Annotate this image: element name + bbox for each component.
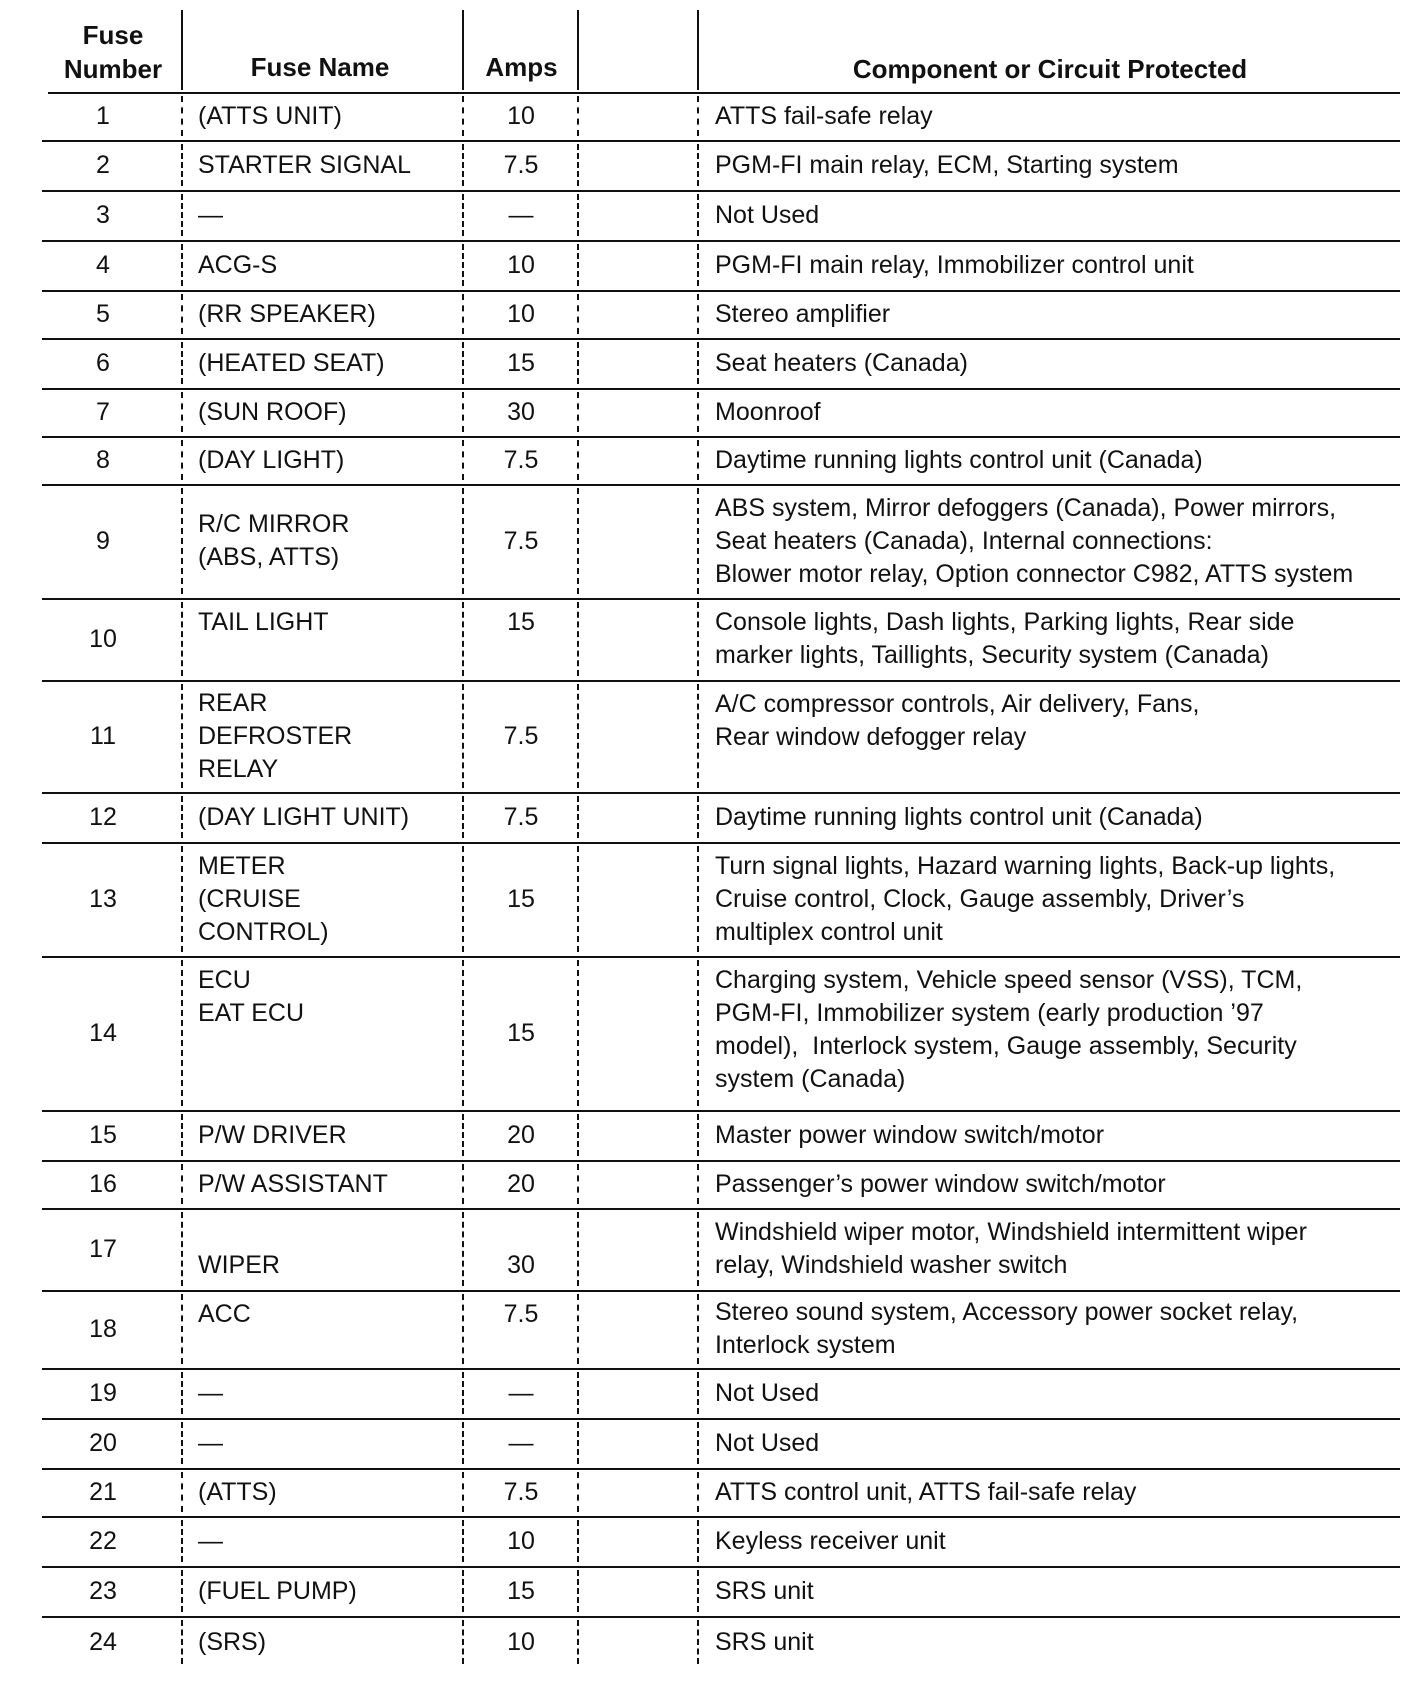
fuse-amps: 15 — [507, 884, 535, 913]
column-divider — [462, 846, 464, 952]
column-divider — [697, 1212, 699, 1286]
row-divider — [42, 1208, 1400, 1210]
row-divider — [42, 140, 1400, 142]
column-divider — [577, 1114, 579, 1156]
row-divider — [42, 1368, 1400, 1370]
column-divider — [577, 392, 579, 432]
column-divider — [697, 96, 699, 136]
component-protected: Not Used — [715, 1378, 820, 1407]
column-divider — [697, 244, 699, 286]
column-divider — [577, 488, 579, 594]
column-divider — [577, 144, 579, 186]
column-divider — [577, 194, 579, 236]
column-divider — [181, 846, 183, 952]
fuse-number: 6 — [96, 348, 110, 377]
column-divider — [577, 1212, 579, 1286]
column-divider — [697, 796, 699, 838]
header-fuse-name: Fuse Name — [250, 52, 390, 82]
component-protected: Seat heaters (Canada) — [715, 348, 968, 377]
column-divider — [697, 846, 699, 952]
column-divider — [462, 602, 464, 676]
fuse-amps: 10 — [507, 101, 535, 130]
column-divider — [697, 144, 699, 186]
fuse-amps: 30 — [507, 1251, 535, 1279]
component-protected: Passenger’s power window switch/motor — [715, 1169, 1166, 1198]
component-protected: Daytime running lights control unit (Canada) — [715, 445, 1203, 474]
fuse-name: (DAY LIGHT UNIT) — [198, 802, 410, 831]
column-divider — [462, 488, 464, 594]
column-divider — [181, 96, 183, 136]
row-divider — [42, 1566, 1400, 1568]
column-divider — [577, 244, 579, 286]
column-divider — [577, 294, 579, 334]
column-divider — [181, 244, 183, 286]
row-divider — [42, 484, 1400, 486]
fuse-number: 9 — [96, 526, 110, 555]
column-divider — [697, 1570, 699, 1612]
column-divider — [697, 602, 699, 676]
fuse-number: 1 — [96, 101, 110, 130]
column-divider — [462, 1372, 464, 1414]
fuse-amps: 7.5 — [503, 802, 539, 831]
column-divider — [462, 1114, 464, 1156]
column-divider — [181, 144, 183, 186]
column-divider — [181, 1422, 183, 1464]
component-protected: SRS unit — [715, 1627, 814, 1656]
fuse-amps: 7.5 — [503, 1477, 539, 1506]
component-protected: Turn signal lights, Hazard warning lights, Back-up lights, Cruise control, Clock, Gauge assembly, Driver’s multiplex control unit — [715, 852, 1336, 946]
fuse-name: (FUEL PUMP) — [198, 1576, 357, 1605]
column-divider — [181, 1212, 183, 1286]
fuse-number: 23 — [89, 1576, 117, 1605]
fuse-number: 19 — [89, 1378, 117, 1407]
fuse-name: — — [198, 1428, 223, 1457]
column-divider — [181, 796, 183, 838]
fuse-amps: 15 — [507, 1018, 535, 1047]
fuse-amps: 7.5 — [503, 445, 539, 474]
fuse-name: REAR DEFROSTER RELAY — [198, 688, 353, 783]
fuse-number: 2 — [96, 150, 110, 179]
fuse-number: 3 — [96, 200, 110, 229]
fuse-name: (ATTS) — [198, 1477, 277, 1506]
fuse-amps: 30 — [507, 397, 535, 426]
fuse-name: (RR SPEAKER) — [198, 299, 376, 328]
row-divider — [42, 338, 1400, 340]
column-divider — [181, 440, 183, 480]
row-divider — [42, 598, 1400, 600]
column-divider — [697, 342, 699, 384]
column-divider — [181, 392, 183, 432]
fuse-name: ECU EAT ECU — [198, 966, 305, 1027]
fuse-name: P/W DRIVER — [198, 1120, 347, 1149]
header-divider — [697, 10, 699, 90]
column-divider — [697, 960, 699, 1106]
component-protected: Stereo sound system, Accessory power socket relay, Interlock system — [715, 1298, 1299, 1359]
row-divider — [42, 1468, 1400, 1470]
column-divider — [462, 194, 464, 236]
component-protected: Not Used — [715, 200, 820, 229]
fuse-number: 15 — [89, 1120, 117, 1149]
header-divider — [577, 10, 579, 90]
column-divider — [462, 1422, 464, 1464]
fuse-amps: 15 — [507, 348, 535, 377]
fuse-number: 8 — [96, 445, 110, 474]
column-divider — [462, 1294, 464, 1364]
component-protected: Not Used — [715, 1428, 820, 1457]
column-divider — [697, 392, 699, 432]
column-divider — [462, 392, 464, 432]
column-divider — [577, 1620, 579, 1664]
row-divider — [42, 1110, 1400, 1112]
column-divider — [577, 1520, 579, 1562]
row-divider — [42, 1616, 1400, 1618]
fuse-number: 14 — [89, 1018, 117, 1047]
column-divider — [462, 144, 464, 186]
fuse-number: 4 — [96, 250, 110, 279]
column-divider — [697, 294, 699, 334]
fuse-amps: — — [508, 1428, 534, 1457]
column-divider — [577, 684, 579, 788]
column-divider — [577, 1472, 579, 1512]
fuse-number: 16 — [89, 1169, 117, 1198]
component-protected: Keyless receiver unit — [715, 1526, 946, 1555]
fuse-amps: 7.5 — [503, 150, 539, 179]
column-divider — [697, 1620, 699, 1664]
fuse-amps: 7.5 — [503, 721, 539, 750]
component-protected: ABS system, Mirror defoggers (Canada), Power mirrors, Seat heaters (Canada), Internal connections: Blower motor relay, Option connector C982, ATTS system — [715, 493, 1354, 588]
header-divider — [462, 10, 464, 90]
fuse-number: 5 — [96, 299, 110, 328]
component-protected: PGM-FI main relay, ECM, Starting system — [715, 150, 1179, 179]
fuse-amps: 15 — [507, 1576, 535, 1605]
column-divider — [462, 1212, 464, 1286]
column-divider — [462, 440, 464, 480]
column-divider — [462, 342, 464, 384]
column-divider — [577, 796, 579, 838]
fuse-amps: — — [508, 1378, 534, 1407]
component-protected: ATTS fail-safe relay — [715, 101, 933, 130]
column-divider — [462, 96, 464, 136]
fuse-number: 12 — [89, 802, 117, 831]
column-divider — [181, 684, 183, 788]
component-protected: Windshield wiper motor, Windshield intermittent wiper relay, Windshield washer switch — [715, 1218, 1307, 1279]
fuse-amps: 20 — [507, 1169, 535, 1198]
column-divider — [462, 1472, 464, 1512]
column-divider — [181, 1294, 183, 1364]
header-amps: Amps — [485, 52, 558, 82]
fuse-number: 21 — [89, 1477, 117, 1506]
column-divider — [462, 1570, 464, 1612]
column-divider — [697, 1520, 699, 1562]
fuse-name: WIPER — [198, 1251, 280, 1279]
column-divider — [577, 1372, 579, 1414]
fuse-name: (SUN ROOF) — [198, 397, 347, 426]
component-protected: A/C compressor controls, Air delivery, Fans, Rear window defogger relay — [715, 690, 1200, 751]
fuse-amps: 10 — [507, 1627, 535, 1656]
row-divider — [42, 1290, 1400, 1292]
row-divider — [42, 190, 1400, 192]
fuse-number: 10 — [89, 624, 117, 653]
row-divider — [48, 92, 1400, 94]
column-divider — [697, 1372, 699, 1414]
component-protected: Stereo amplifier — [715, 299, 891, 328]
column-divider — [697, 1164, 699, 1204]
fuse-name: METER (CRUISE CONTROL) — [198, 851, 329, 946]
component-protected: ATTS control unit, ATTS fail-safe relay — [715, 1477, 1137, 1506]
fuse-amps: 10 — [507, 1526, 535, 1555]
fuse-amps: 10 — [507, 250, 535, 279]
column-divider — [462, 1620, 464, 1664]
fuse-name: (ATTS UNIT) — [198, 101, 342, 130]
column-divider — [181, 488, 183, 594]
fuse-number: 11 — [90, 721, 116, 750]
row-divider — [42, 1516, 1400, 1518]
column-divider — [181, 602, 183, 676]
fuse-name: — — [198, 1378, 223, 1407]
fuse-name: R/C MIRROR (ABS, ATTS) — [198, 510, 350, 571]
column-divider — [577, 1422, 579, 1464]
fuse-name: (SRS) — [198, 1627, 267, 1656]
row-divider — [42, 956, 1400, 958]
column-divider — [181, 1520, 183, 1562]
column-divider — [697, 684, 699, 788]
fuse-name: STARTER SIGNAL — [198, 150, 412, 179]
component-protected: Moonroof — [715, 397, 821, 426]
component-protected: Charging system, Vehicle speed sensor (VSS), TCM, PGM-FI, Immobilizer system (early production ’97 model), Interlock system, Gauge assembly, Security system (Canada) — [715, 966, 1303, 1093]
component-protected: Console lights, Dash lights, Parking lights, Rear side marker lights, Taillights, Security system (Canada) — [715, 608, 1295, 669]
fuse-number: 13 — [89, 884, 117, 913]
column-divider — [181, 960, 183, 1106]
column-divider — [697, 1294, 699, 1364]
column-divider — [577, 1164, 579, 1204]
row-divider — [42, 792, 1400, 794]
header-divider — [181, 10, 183, 90]
column-divider — [697, 1422, 699, 1464]
fuse-name: — — [198, 1526, 223, 1555]
fuse-number: 7 — [96, 397, 110, 426]
fuse-amps: 20 — [507, 1120, 535, 1149]
column-divider — [462, 1164, 464, 1204]
row-divider — [42, 388, 1400, 390]
column-divider — [462, 796, 464, 838]
fuse-name: (DAY LIGHT) — [198, 445, 345, 474]
row-divider — [42, 240, 1400, 242]
component-protected: SRS unit — [715, 1576, 814, 1605]
column-divider — [697, 1114, 699, 1156]
column-divider — [462, 684, 464, 788]
column-divider — [697, 488, 699, 594]
column-divider — [181, 342, 183, 384]
column-divider — [577, 342, 579, 384]
column-divider — [697, 194, 699, 236]
header-fuse-number: Fuse Number — [63, 20, 163, 84]
column-divider — [462, 960, 464, 1106]
row-divider — [42, 290, 1400, 292]
column-divider — [181, 1164, 183, 1204]
column-divider — [181, 1472, 183, 1512]
fuse-name: P/W ASSISTANT — [198, 1169, 388, 1198]
fuse-name: ACC — [198, 1300, 251, 1328]
column-divider — [577, 602, 579, 676]
fuse-number: 24 — [89, 1627, 117, 1656]
fuse-name: (HEATED SEAT) — [198, 348, 385, 377]
column-divider — [462, 244, 464, 286]
column-divider — [462, 1520, 464, 1562]
fuse-number: 20 — [89, 1428, 117, 1457]
column-divider — [181, 1570, 183, 1612]
component-protected: PGM-FI main relay, Immobilizer control unit — [715, 250, 1194, 279]
row-divider — [42, 1418, 1400, 1420]
column-divider — [577, 1294, 579, 1364]
fuse-amps: — — [508, 200, 534, 229]
column-divider — [181, 1372, 183, 1414]
row-divider — [42, 680, 1400, 682]
column-divider — [577, 1570, 579, 1612]
column-divider — [697, 440, 699, 480]
column-divider — [181, 194, 183, 236]
fuse-amps: 15 — [507, 608, 535, 636]
fuse-name: — — [198, 200, 223, 229]
column-divider — [181, 1620, 183, 1664]
column-divider — [577, 846, 579, 952]
component-protected: Master power window switch/motor — [715, 1120, 1105, 1149]
row-divider — [42, 436, 1400, 438]
column-divider — [697, 1472, 699, 1512]
column-divider — [181, 294, 183, 334]
fuse-amps: 7.5 — [503, 1300, 539, 1328]
row-divider — [42, 842, 1400, 844]
fuse-number: 17 — [89, 1234, 117, 1263]
column-divider — [577, 440, 579, 480]
column-divider — [577, 960, 579, 1106]
column-divider — [577, 96, 579, 136]
fuse-name: ACG-S — [198, 250, 278, 279]
fuse-number: 22 — [89, 1526, 117, 1555]
column-divider — [181, 1114, 183, 1156]
fuse-name: TAIL LIGHT — [198, 608, 329, 636]
row-divider — [42, 1160, 1400, 1162]
fuse-amps: 7.5 — [503, 526, 539, 555]
fuse-amps: 10 — [507, 299, 535, 328]
column-divider — [462, 294, 464, 334]
header-component: Component or Circuit Protected — [852, 54, 1248, 84]
component-protected: Daytime running lights control unit (Canada) — [715, 802, 1203, 831]
fuse-number: 18 — [89, 1314, 117, 1343]
